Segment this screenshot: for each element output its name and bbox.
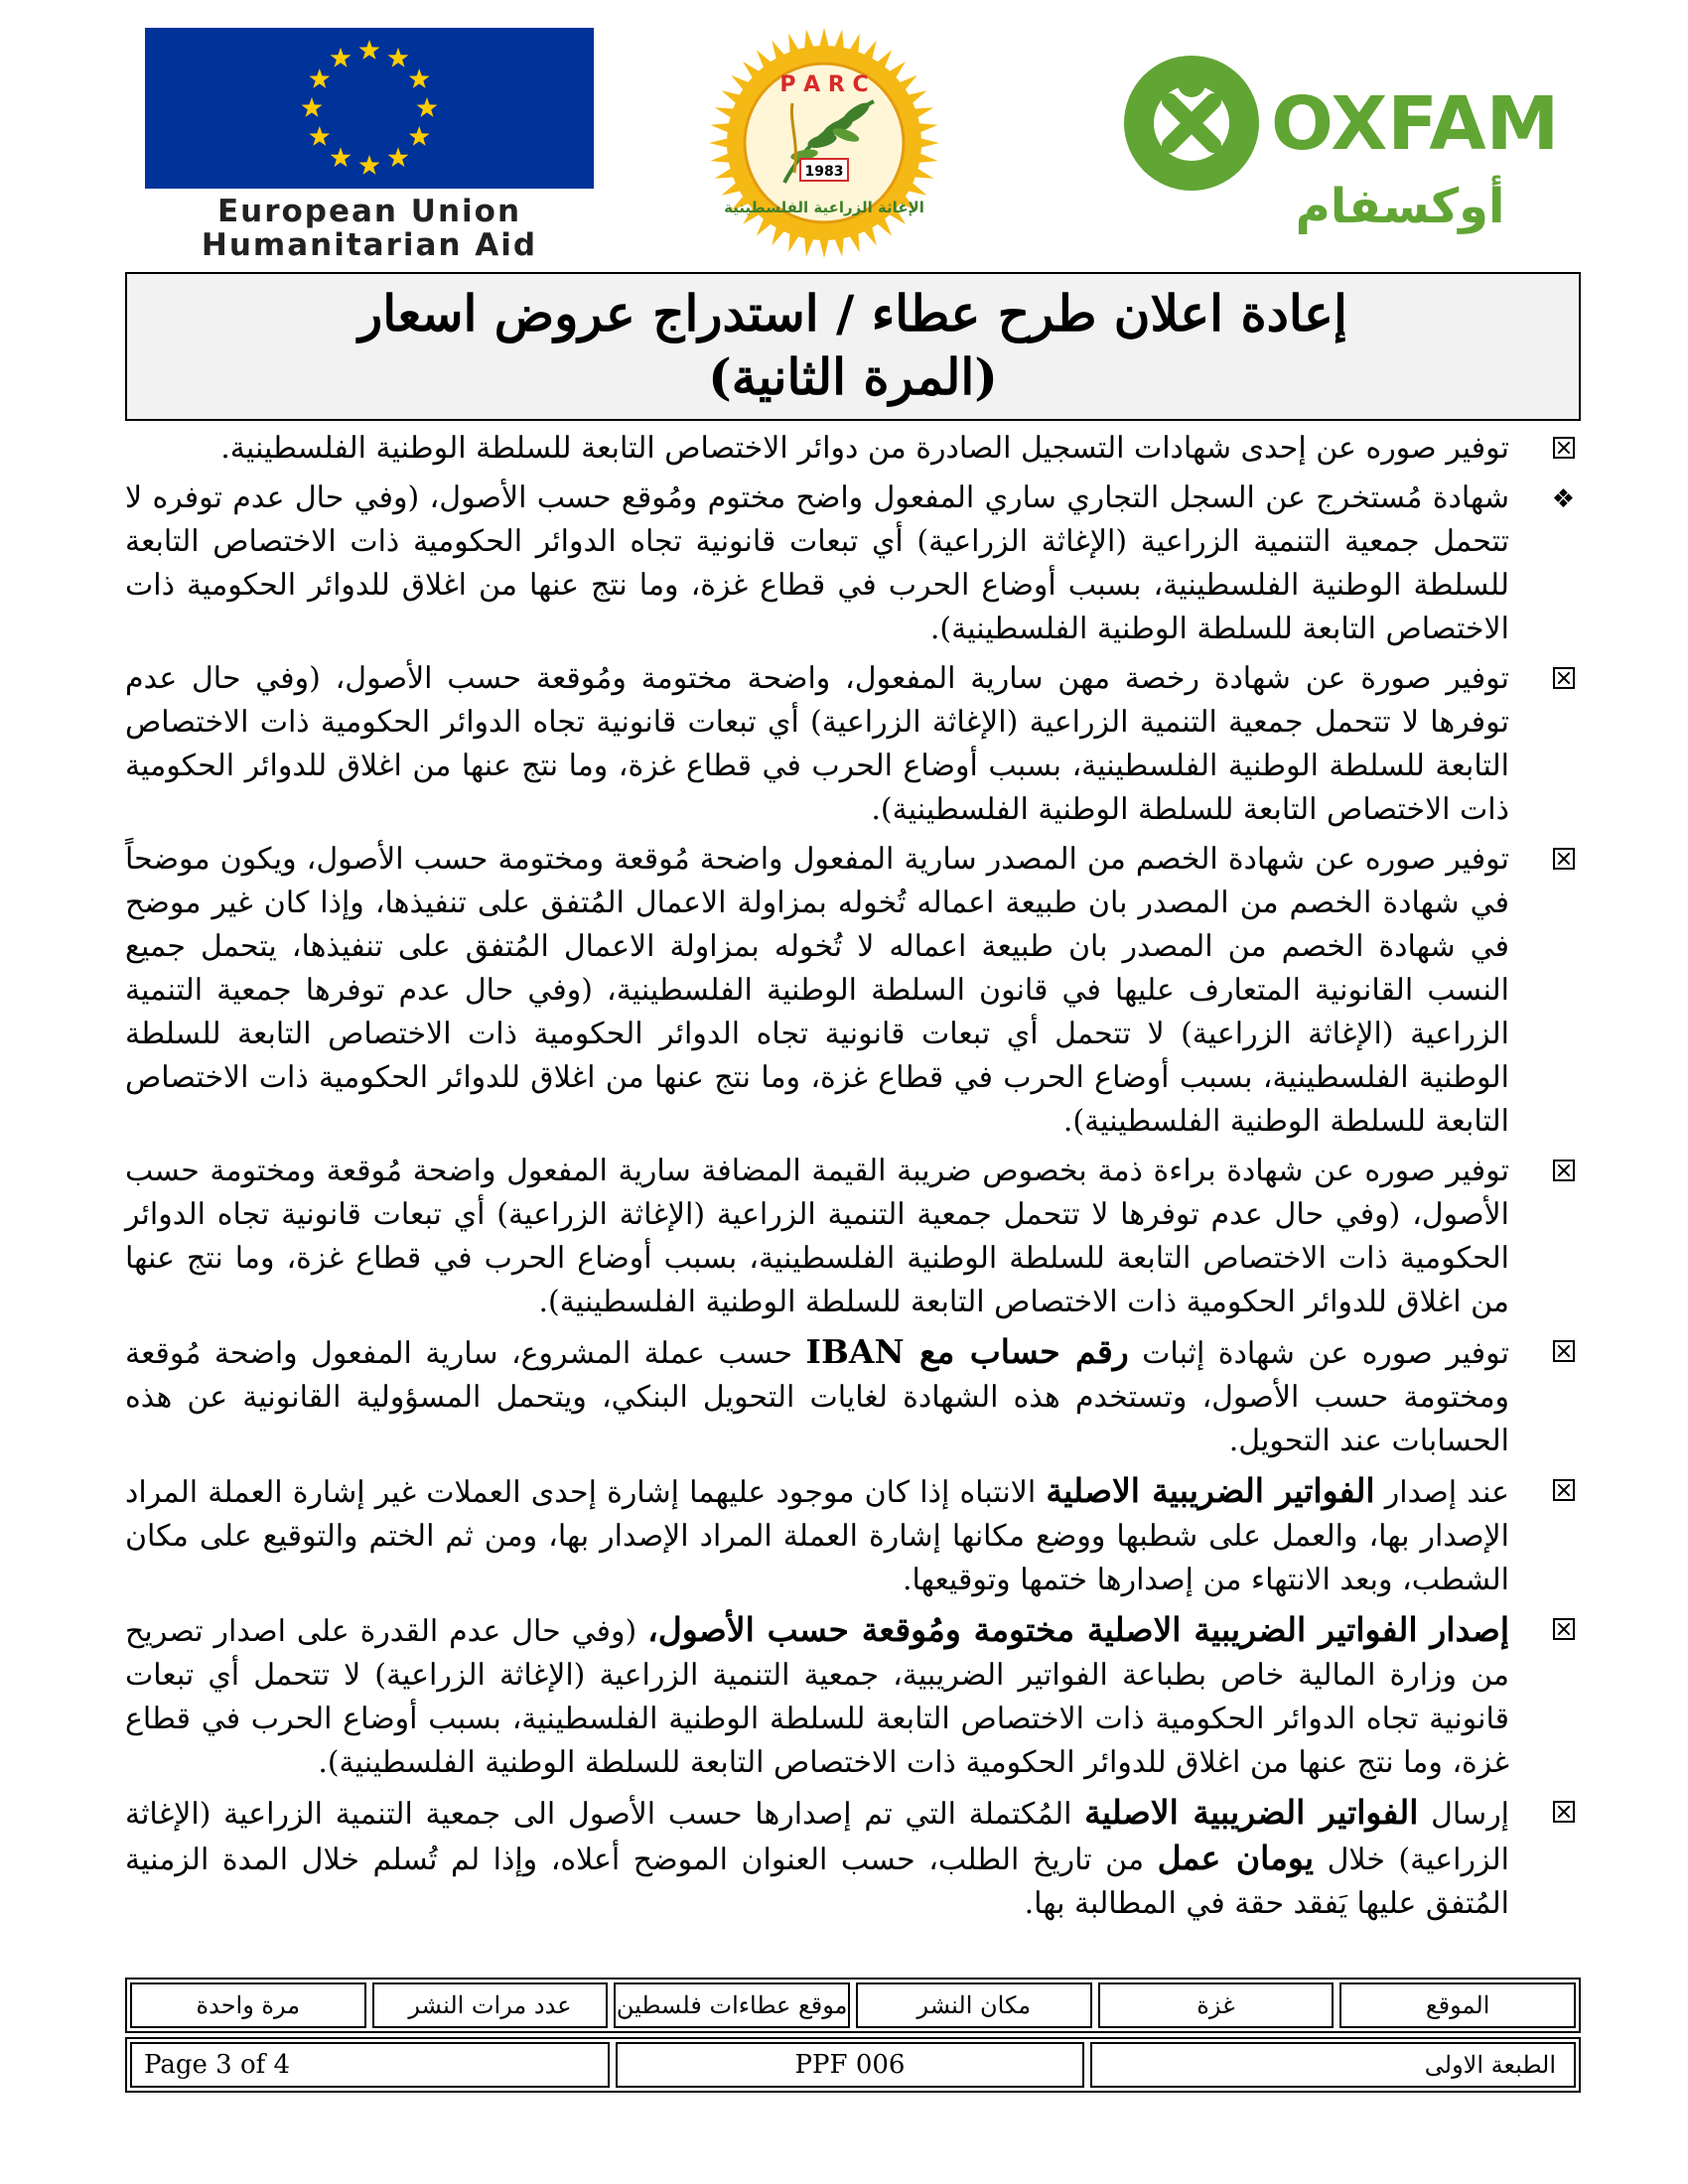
parc-name: P A R C [779,72,869,97]
checkbox-x-icon [1549,1801,1575,1827]
list-item: إصدار الفواتير الضريبية الاصلية مختومة ومُوقعة حسب الأصول، (وفي حال عدم القدرة على اصدار تصريح من وزارة المالية خاص بطباعة الفواتير الضريبية، جمعية التنمية الزراعية (الإغاثة الزراعية) لا تتحمل أي تبعات قانونية تجاه الدوائر الحكومية ذات الاختصاص التابعة للسلطة الوطنية الفلسطينية، بسبب أوضاع الحرب في قطاع غزة، وما نتج عنها من اغلاق للدوائر الحكومية ذات الاختصاص التابعة للسلطة الوطنية الفلسطينية). [125,1608,1581,1785]
checkbox-x-icon [1549,848,1575,874]
parc-sun-emblem-icon [626,24,1023,260]
footer-cell-publish-place-label: مكان النشر [856,1982,1092,2028]
page-number: Page 3 of 4 [130,2042,610,2088]
diamond-bullet-icon: ❖ [1551,484,1575,514]
oxfam-name: OXFAM [1271,81,1559,167]
list-item: ❖ شهادة مُستخرج عن السجل التجاري ساري المفعول واضح مختوم ومُوقع حسب الأصول، (وفي حال عدم توفره لا تتحمل جمعية التنمية الزراعية (الإغاثة الزراعية) أي تبعات قانونية تجاه الدوائر الحكومية ذات الاختصاص التابعة للسلطة الوطنية الفلسطينية، بسبب أوضاع الحرب في قطاع غزة، وما نتج عنها من اغلاق للدوائر الحكومية ذات الاختصاص التابعة للسلطة الوطنية الفلسطينية). [125,480,1575,646]
oxfam-logo [1122,24,1559,260]
footer-cell-publish-count-label: عدد مرات النشر [372,1982,609,2028]
eu-caption [145,195,594,262]
requirements-list [125,427,1581,1932]
footer-cell-location-label: الموقع [1339,1982,1576,2028]
eu-humanitarian-aid-logo [145,28,594,262]
list-item: إرسال الفواتير الضريبية الاصلية المُكتملة التي تم إصدارها حسب الأصول الى جمعية التنمية الزراعية (الإغاثة الزراعية) خلال يومان عمل من تاريخ الطلب، حسب العنوان الموضح أعلاه، وإذا لم تُسلم خلال المدة الزمنية المُتفق عليها يَفقد حقة في المطالبة بها. [125,1791,1581,1926]
list-item: توفير صوره عن شهادة إثبات رقم حساب مع IBAN حسب عملة المشروع، سارية المفعول واضحة مُوقعة ومختومة حسب الأصول، وتستخدم هذه الشهادة لغايات التحويل البنكي، ويتحمل المسؤولية القانونية عن هذه الحسابات عند التحويل. [125,1330,1581,1463]
list-item: توفير صوره عن شهادة براءة ذمة بخصوص ضريبة القيمة المضافة سارية المفعول واضحة مُوقعة ومختومة حسب الأصول، (وفي حال عدم توفرها لا تتحمل جمعية التنمية الزراعية (الإغاثة الزراعية) أي تبعات قانونية تجاه الدوائر الحكومية ذات الاختصاص التابعة للسلطة الوطنية الفلسطينية، بسبب أوضاع الحرب في قطاع غزة، وما نتج عنها من اغلاق للدوائر الحكومية ذات الاختصاص التابعة للسلطة الوطنية الفلسطينية). [125,1150,1581,1324]
page-subtitle: (المرة الثانية) [708,347,998,406]
document-footer-table [125,2037,1581,2093]
checkbox-x-icon [1549,1618,1575,1644]
footer-cell-publish-place-value: موقع عطاءات فلسطين [614,1982,850,2028]
list-item: توفير صوره عن إحدى شهادات التسجيل الصادرة من دوائر الاختصاص التابعة للسلطة الوطنية الفلسطينية. [125,427,1581,471]
publication-info-table [125,1978,1581,2033]
parc-logo [626,24,1023,260]
footer-cell-location-value: غزة [1098,1982,1335,2028]
oxfam-arabic-name: أوكسفام [1295,179,1505,234]
eu-flag [145,28,594,189]
announcement-title-box [125,272,1581,421]
eu-caption-line1: European Union [216,194,522,229]
page-title: إعادة اعلان طرح عطاء / استدراج عروض اسعار [358,284,1347,342]
list-item: توفير صورة عن شهادة رخصة مهن سارية المفعول، واضحة مختومة ومُوقعة حسب الأصول، (وفي حال عدم توفرها لا تتحمل جمعية التنمية الزراعية (الإغاثة الزراعية) أي تبعات قانونية تجاه الدوائر الحكومية ذات الاختصاص التابعة للسلطة الوطنية الفلسطينية، بسبب أوضاع الحرب في قطاع غزة، وما نتج عنها من اغلاق للدوائر الحكومية ذات الاختصاص التابعة للسلطة الوطنية الفلسطينية). [125,657,1581,832]
oxfam-emblem-icon [1122,24,1559,260]
checkbox-x-icon [1549,1160,1575,1185]
checkbox-x-icon [1549,1340,1575,1366]
checkbox-x-icon [1549,667,1575,693]
header-logos [139,24,1559,262]
checkbox-x-icon [1549,437,1575,463]
eu-caption-line2: Humanitarian Aid [201,227,538,263]
footer-edition: الطبعة الاولى [1090,2042,1576,2088]
footer-cell-publish-count-value: مرة واحدة [130,1982,366,2028]
list-item: توفير صوره عن شهادة الخصم من المصدر سارية المفعول واضحة مُوقعة ومختومة حسب الأصول، ويكون موضحاً في شهادة الخصم من المصدر بان طبيعة اعماله تُخوله بمزاولة الاعمال المُتفق على تنفيذها، وإذا كان غير موضح في شهادة الخصم من المصدر بان طبيعة اعماله لا تُخوله بمزاولة الاعمال المُتفق على تنفيذها، يتحمل جميع النسب القانونية المتعارف عليها في قانون السلطة الوطنية الفلسطينية، (وفي حال عدم توفرها جمعية التنمية الزراعية (الإغاثة الزراعية) لا تتحمل أي تبعات قانونية تجاه الدوائر الحكومية ذات الاختصاص التابعة للسلطة الوطنية الفلسطينية، بسبب أوضاع الحرب في قطاع غزة، وما نتج عنها من اغلاق للدوائر الحكومية ذات الاختصاص التابعة للسلطة الوطنية الفلسطينية). [125,838,1581,1144]
parc-arabic-name: الإغاثة الزراعية الفلسطينية [724,199,924,216]
checkbox-x-icon [1549,1479,1575,1505]
list-item: عند إصدار الفواتير الضريبية الاصلية الانتباه إذا كان موجود عليهما إشارة إحدى العملات غير إشارة العملة المراد الإصدار بها، والعمل على شطبها ووضع مكانها إشارة العملة المراد الإصدار بها، ومن ثم الختم والتوقيع على مكان الشطب، وبعد الانتهاء من إصدارها ختمها وتوقيعها. [125,1469,1581,1602]
parc-year: 1983 [804,164,844,180]
eu-stars-icon [145,28,594,189]
footer-form-code: PPF 006 [616,2042,1083,2088]
